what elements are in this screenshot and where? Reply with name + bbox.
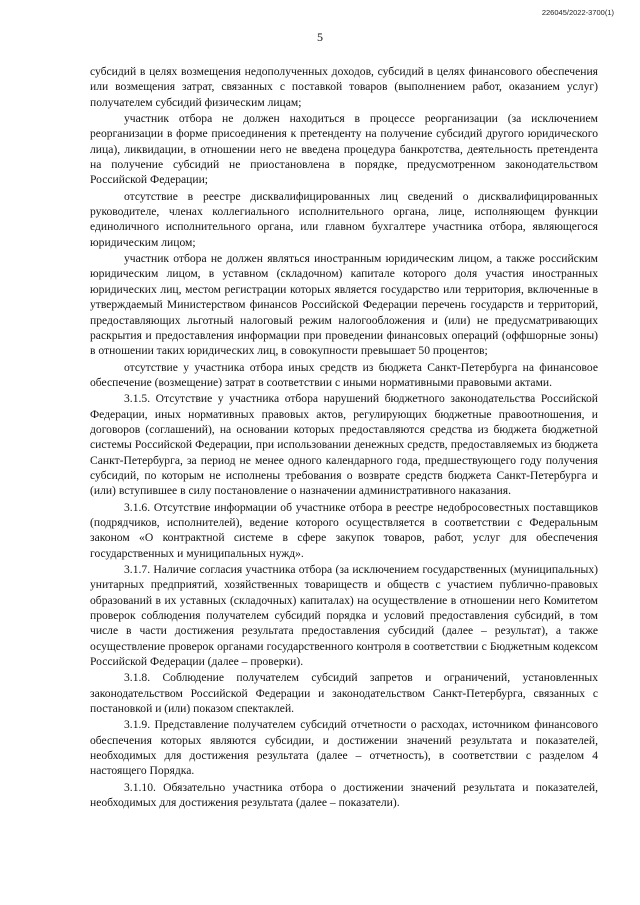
paragraph-foreign-entity: участник отбора не должен являться иностранным юридическим лицом, а также российским юридическим лицом, в уставном (складочном) капитале которого доля участия иностранных юридических лиц, местом регистрации которых является государство или территория, включенные в утверждаемый Министерством финансов Российской Федерации перечень государств и территорий, предоставляющих льготный налоговый режим налогообложения и (или) не предусматривающих раскрытия и предоставления информации при проведении финансовых операций (оффшорные зоны) в отношении таких юридических лиц, в совокупности превышает 50 процентов; bbox=[90, 252, 598, 358]
paragraph-disqualified-registry: отсутствие в реестре дисквалифицированных лиц сведений о дисквалифицированных руководителе, членах коллегиального исполнительного органа, лице, исполняющем функции единоличного исполнительного органа, или главном бухгалтере участника отбора, являющегося юридическим лицом; bbox=[90, 189, 598, 249]
paragraph-3-1-9: 3.1.9. Представление получателем субсидий отчетности о расходах, источником финансового обеспечения которых являются субсидии, и достижении значений результата и показателей, необходимых для достижения результата (далее – отчетность), в соответствии с разделом 4 настоящего Порядка. bbox=[90, 718, 598, 778]
paragraph-reorganization: участник отбора не должен находиться в процессе реорганизации (за исключением реорганизации в форме присоединения к претенденту на получение субсидий другого юридического лица), ликвидации, в отношении него не введена процедура банкротства, деятельность претендента на получение субсидий не приостановлена в порядке, предусмотренном законодательством Российской Федерации; bbox=[90, 112, 598, 187]
paragraph-3-1-10: 3.1.10. Обязательно участника отбора о достижении значений результата и показателей, необходимых для достижения результата (далее – показатели). bbox=[90, 780, 598, 810]
paragraph-other-funds: отсутствие у участника отбора иных средств из бюджета Санкт-Петербурга на финансовое обеспечение (возмещение) затрат в соответствии с иными нормативными правовыми актами. bbox=[90, 360, 598, 389]
paragraph-3-1-8: 3.1.8. Соблюдение получателем субсидий запретов и ограничений, установленных законодательством Российской Федерации и законодательством Санкт-Петербурга, связанных с постановкой и (или) показом спектаклей. bbox=[90, 671, 598, 716]
paragraph-3-1-6: 3.1.6. Отсутствие информации об участнике отбора в реестре недобросовестных поставщиков (подрядчиков, исполнителей), ведение которого осуществляется в соответствии с Федеральным законом «О контрактной системе в сфере закупок товаров, работ, услуг для обеспечения государственных и муниципальных нужд». bbox=[90, 500, 598, 560]
document-body bbox=[90, 64, 598, 812]
page-number: 5 bbox=[317, 30, 323, 44]
document-id: 226045/2022-3700(1) bbox=[541, 8, 614, 17]
paragraph-continuation: субсидий в целях возмещения недополученных доходов, субсидий в целях финансового обеспечения или возмещения затрат, связанных с поставкой товаров (выполнением работ, оказанием услуг) получателем субсидий физическим лицам; bbox=[90, 65, 598, 109]
paragraph-3-1-5: 3.1.5. Отсутствие у участника отбора нарушений бюджетного законодательства Российской Федерации, иных нормативных правовых актов, регулирующих бюджетные правоотношения, и договоров (соглашений), на основании которых предоставляются средства из бюджета бюджетной системы Российской Федерации, при использовании денежных средств, предоставляемых из бюджета Санкт-Петербурга, за период не менее одного календарного года, предшествующего году получения субсидий, по которым не исполнены требования о возврате средств бюджета Санкт-Петербурга и (или) вступившее в силу постановление о назначении административного наказания. bbox=[90, 392, 598, 498]
paragraph-3-1-7: 3.1.7. Наличие согласия участника отбора (за исключением государственных (муниципальных) унитарных предприятий, хозяйственных товариществ и обществ с участием публично-правовых образований в их уставных (складочных) капиталах) на осуществление в отношении него Комитетом проверок соблюдения получателем субсидий порядка и условий предоставления субсидий, в том числе в части достижения результата предоставления субсидий (далее – результат), а также осуществление проверок органами государственного контроля в соответствии с Бюджетным кодексом Российской Федерации (далее – проверки). bbox=[90, 563, 598, 669]
